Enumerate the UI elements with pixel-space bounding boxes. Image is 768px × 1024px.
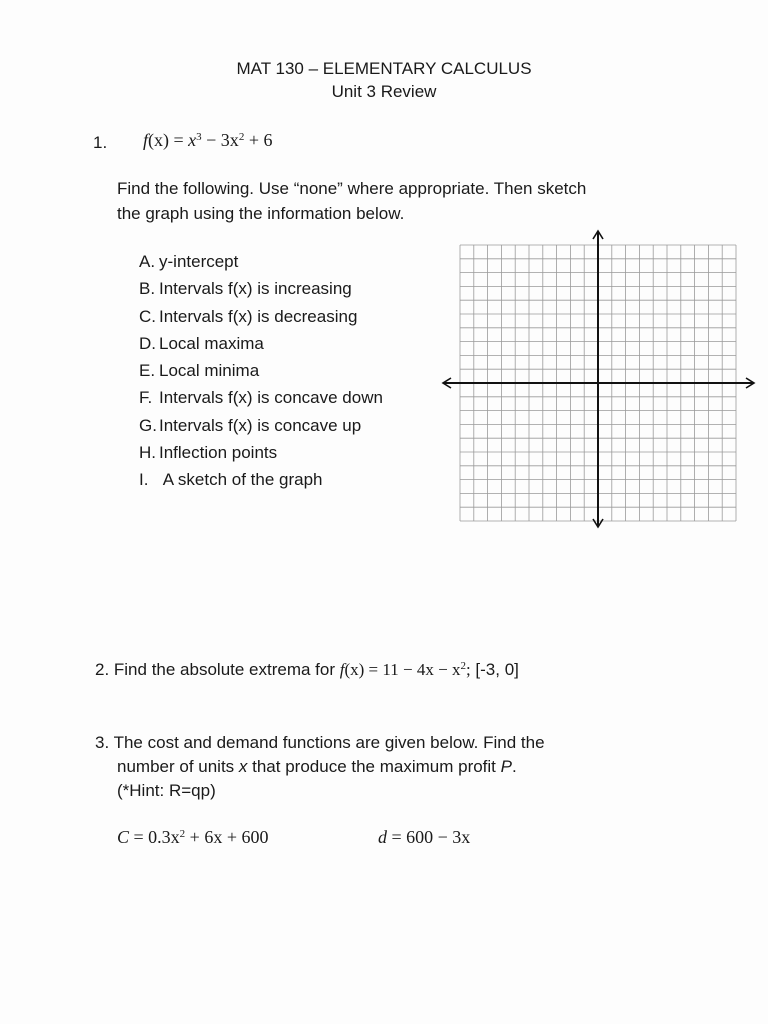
- item-letter: B.: [139, 279, 156, 299]
- item-letter: H.: [139, 443, 156, 463]
- func-rhs: 11 − 4x − x: [378, 660, 461, 679]
- item-text: Intervals f(x) is increasing: [159, 279, 352, 299]
- question-2-text: 2. Find the absolute extrema for: [95, 660, 340, 679]
- question-2-interval: [-3, 0]: [470, 660, 519, 679]
- func-term-3: + 6: [244, 130, 273, 150]
- blank-coordinate-grid: [440, 225, 760, 535]
- instructions-line-2: the graph using the information below.: [117, 204, 405, 223]
- question-2-function: [340, 660, 471, 679]
- list-item: [139, 466, 383, 493]
- question-1-number: 1.: [93, 133, 108, 152]
- item-letter: I.: [139, 470, 149, 490]
- func-term-1: x: [188, 130, 197, 150]
- list-item: [139, 412, 383, 439]
- cost-exp: 2: [179, 828, 186, 840]
- item-text: Local maxima: [159, 333, 264, 353]
- item-letter: D.: [139, 333, 156, 353]
- question-1-function: [143, 130, 272, 151]
- question-3-line-1: 3. The cost and demand functions are given below. Find the: [95, 733, 545, 752]
- question-3-hint: (*Hint: R=qp): [117, 781, 216, 800]
- item-letter: F.: [139, 388, 153, 408]
- list-item: [139, 384, 383, 411]
- variable-x: x: [238, 757, 248, 776]
- text-segment: number of units: [117, 757, 239, 776]
- course-title: MAT 130 – ELEMENTARY CALCULUS: [236, 59, 532, 78]
- item-text: Intervals f(x) is concave up: [159, 415, 362, 435]
- func-arg: (x) =: [148, 130, 184, 150]
- demand-lhs: d: [378, 827, 387, 847]
- cost-rhs-a: = 0.3x: [129, 827, 180, 847]
- func-exp-1: 3: [196, 131, 202, 143]
- list-item: [139, 357, 383, 384]
- func-term-2: − 3x: [201, 130, 239, 150]
- instructions-line-1: Find the following. Use “none” where appropriate. Then sketch: [117, 179, 587, 198]
- cost-equation: [117, 827, 268, 848]
- list-item: [139, 303, 383, 330]
- func-arg: (x) =: [344, 660, 379, 679]
- item-text: Intervals f(x) is concave down: [159, 388, 383, 408]
- list-item: [139, 439, 383, 466]
- func-name: f: [339, 660, 345, 679]
- demand-rhs: = 600 − 3x: [387, 827, 471, 847]
- question-3: [95, 731, 545, 803]
- question-2: [95, 660, 519, 680]
- question-1-parts-list: [139, 248, 383, 494]
- func-exp: 2: [460, 660, 466, 672]
- item-letter: A.: [139, 252, 156, 271]
- text-segment: that produce the maximum profit: [247, 757, 501, 776]
- unit-subtitle: Unit 3 Review: [331, 82, 437, 101]
- variable-p: P: [500, 757, 512, 776]
- func-end: ;: [465, 660, 471, 679]
- list-item: [139, 330, 383, 357]
- cost-lhs: C: [117, 827, 130, 847]
- cost-rhs-b: + 6x + 600: [185, 827, 269, 847]
- func-exp-2: 2: [238, 131, 245, 143]
- item-text: Inflection points: [159, 443, 278, 463]
- coordinate-axes: [443, 231, 754, 527]
- func-name: f: [143, 130, 149, 150]
- list-item: [139, 275, 383, 302]
- item-letter: E.: [139, 361, 156, 381]
- item-text: Intervals f(x) is decreasing: [159, 306, 358, 326]
- question-1-instructions: [117, 176, 717, 226]
- item-text: A sketch of the graph: [159, 470, 323, 490]
- demand-equation: [378, 827, 470, 848]
- list-item: [139, 248, 383, 275]
- item-letter: G.: [139, 415, 157, 435]
- question-3-line-2: [95, 755, 545, 779]
- item-letter: C.: [139, 306, 156, 326]
- text-segment: .: [511, 757, 517, 776]
- item-text: y-intercept: [159, 252, 239, 271]
- item-text: Local minima: [159, 361, 260, 381]
